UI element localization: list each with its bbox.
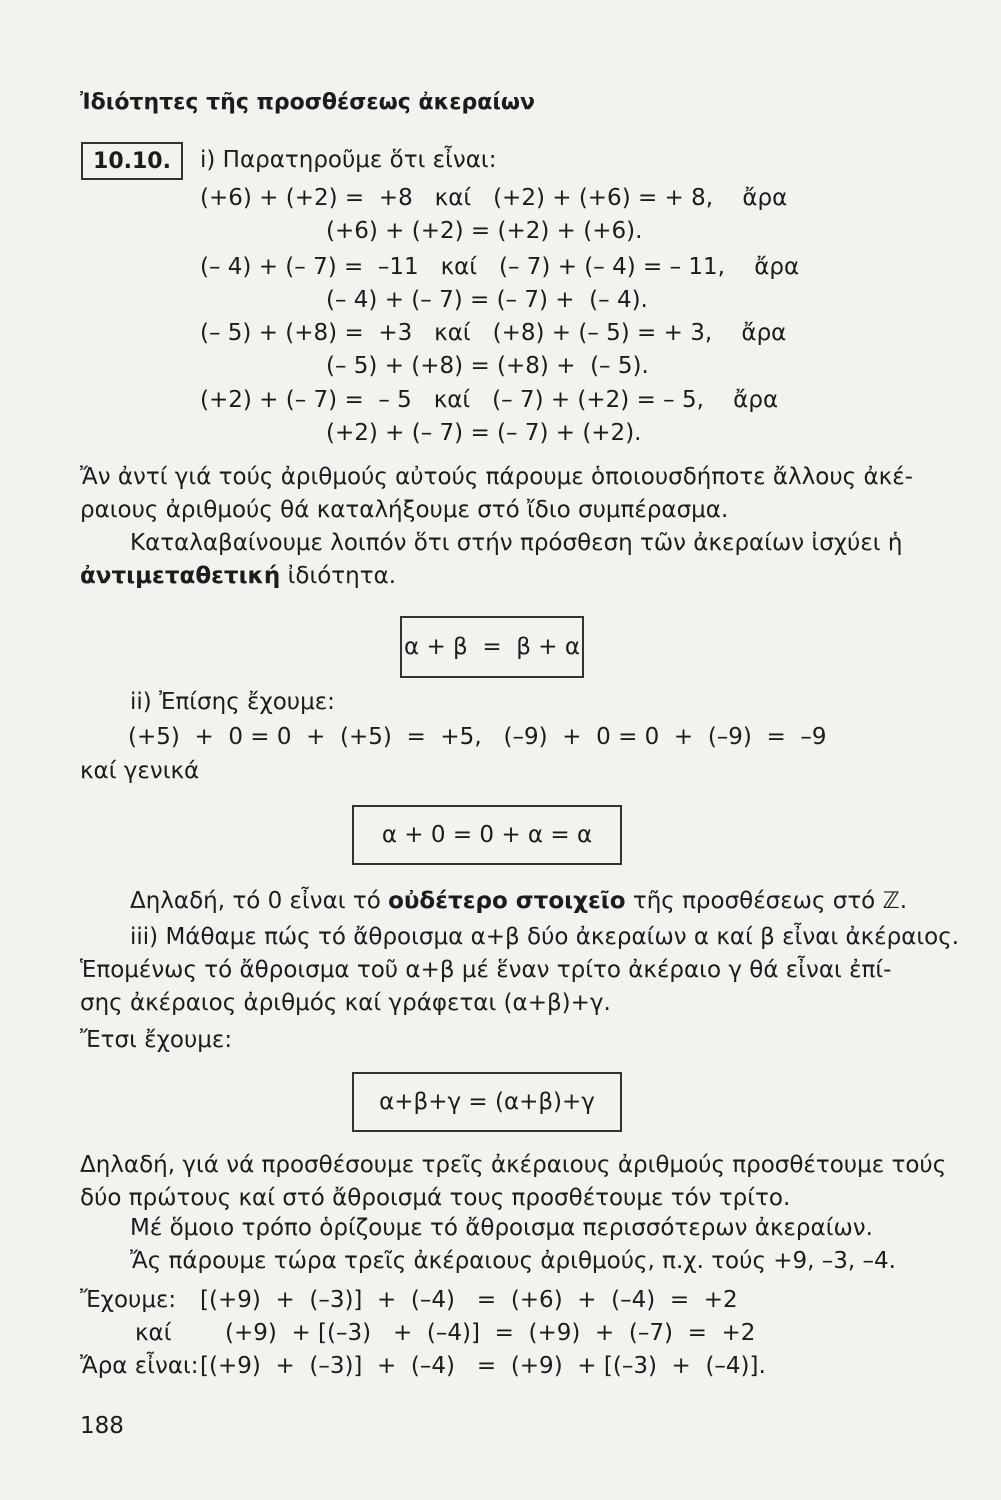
paragraph-line: Ἄν ἀντί γιά τούς ἀριθμούς αὐτούς πάρουμε ὁποιουσδήποτε ἄλλους ἀκέ- — [80, 464, 913, 490]
paragraph-line: Δηλαδή, γιά νά προσθέσουμε τρεῖς ἀκέραιους ἀριθμούς προσθέτουμε τούς — [80, 1152, 947, 1178]
commutative-term: ἀντιμεταθετική — [80, 563, 281, 589]
part2-general: καί γενικά — [80, 758, 200, 784]
calc-label: Ἔχουμε: — [80, 1287, 177, 1313]
paragraph-line: Καταλαβαίνουμε λοιπόν ὅτι στήν πρόσθεση τῶν ἀκεραίων ἰσχύει ἡ — [130, 530, 903, 556]
equation-row-right: (+6) + (+2) = (+2) + (+6). — [326, 218, 643, 244]
paragraph-line: Ἄς πάρουμε τώρα τρεῖς ἀκέραιους ἀριθμούς, π.χ. τούς +9, –3, –4. — [130, 1248, 896, 1274]
equation-row-left: (– 5) + (+8) = +3 καί (+8) + (– 5) = + 3, ἄρα — [200, 320, 787, 346]
calc-line: [(+9) + (–3)] + (–4) = (+9) + [(–3) + (–4)]. — [200, 1353, 766, 1379]
equation-row-left: (+6) + (+2) = +8 καί (+2) + (+6) = + 8, ἄρα — [200, 185, 788, 211]
part1-intro: i) Παρατηροῦμε ὅτι εἶναι: — [200, 147, 497, 173]
paragraph-line: σης ἀκέραιος ἀριθμός καί γράφεται (α+β)+γ. — [80, 990, 611, 1016]
paragraph-line: Δηλαδή, τό 0 εἶναι τό οὐδέτερο στοιχεῖο τῆς προσθέσεως στό ℤ. — [130, 888, 908, 914]
exercise-label: 10.10. — [81, 142, 183, 180]
part2-intro: ii) Ἐπίσης ἔχουμε: — [130, 689, 335, 715]
calc-label: Ἄρα εἶναι: — [80, 1353, 199, 1379]
associative-formula-box: α+β+γ = (α+β)+γ — [352, 1072, 622, 1132]
calc-line: [(+9) + (–3)] + (–4) = (+6) + (–4) = +2 — [200, 1287, 738, 1313]
paragraph-line: ραιους ἀριθμούς θά καταλήξουμε στό ἴδιο συμπέρασμα. — [80, 497, 729, 523]
section-title: Ἰδιότητες τῆς προσθέσεως ἀκεραίων — [80, 90, 536, 115]
equation-row-right: (+2) + (– 7) = (– 7) + (+2). — [326, 420, 642, 446]
paragraph-line: ἀντιμεταθετική ἰδιότητα. — [80, 563, 397, 589]
identity-formula-box: α + 0 = 0 + α = α — [352, 805, 622, 865]
calc-line: (+9) + [(–3) + (–4)] = (+9) + (–7) = +2 — [225, 1320, 756, 1346]
paragraph-line: δύο πρώτους καί στό ἄθροισμά τους προσθέτουμε τόν τρίτο. — [80, 1185, 791, 1211]
equation-row-right: (– 5) + (+8) = (+8) + (– 5). — [326, 353, 649, 379]
equation-row-left: (– 4) + (– 7) = –11 καί (– 7) + (– 4) = – 11, ἄρα — [200, 254, 800, 280]
identity-element-term: οὐδέτερο στοιχεῖο — [388, 888, 626, 914]
paragraph-line: Ἔτσι ἔχουμε: — [80, 1027, 233, 1053]
page-number: 188 — [80, 1413, 124, 1439]
paragraph-line: Ἑπομένως τό ἄθροισμα τοῦ α+β μέ ἕναν τρίτο ἀκέραιο γ θά εἶναι ἐπί- — [80, 957, 892, 983]
paragraph-line: iii) Μάθαμε πώς τό ἄθροισμα α+β δύο ἀκεραίων α καί β εἶναι ἀκέραιος. — [130, 924, 960, 950]
equation-row-right: (– 4) + (– 7) = (– 7) + (– 4). — [326, 287, 648, 313]
calc-label: καί — [135, 1320, 172, 1346]
paragraph-line: Μέ ὅμοιο τρόπο ὁρίζουμε τό ἄθροισμα περισσότερων ἀκεραίων. — [130, 1215, 873, 1241]
equation-row-left: (+2) + (– 7) = – 5 καί (– 7) + (+2) = – 5, ἄρα — [200, 387, 779, 413]
part2-examples: (+5) + 0 = 0 + (+5) = +5, (–9) + 0 = 0 + (–9) = –9 — [128, 724, 827, 750]
commutative-formula-box: α + β = β + α — [400, 616, 584, 678]
